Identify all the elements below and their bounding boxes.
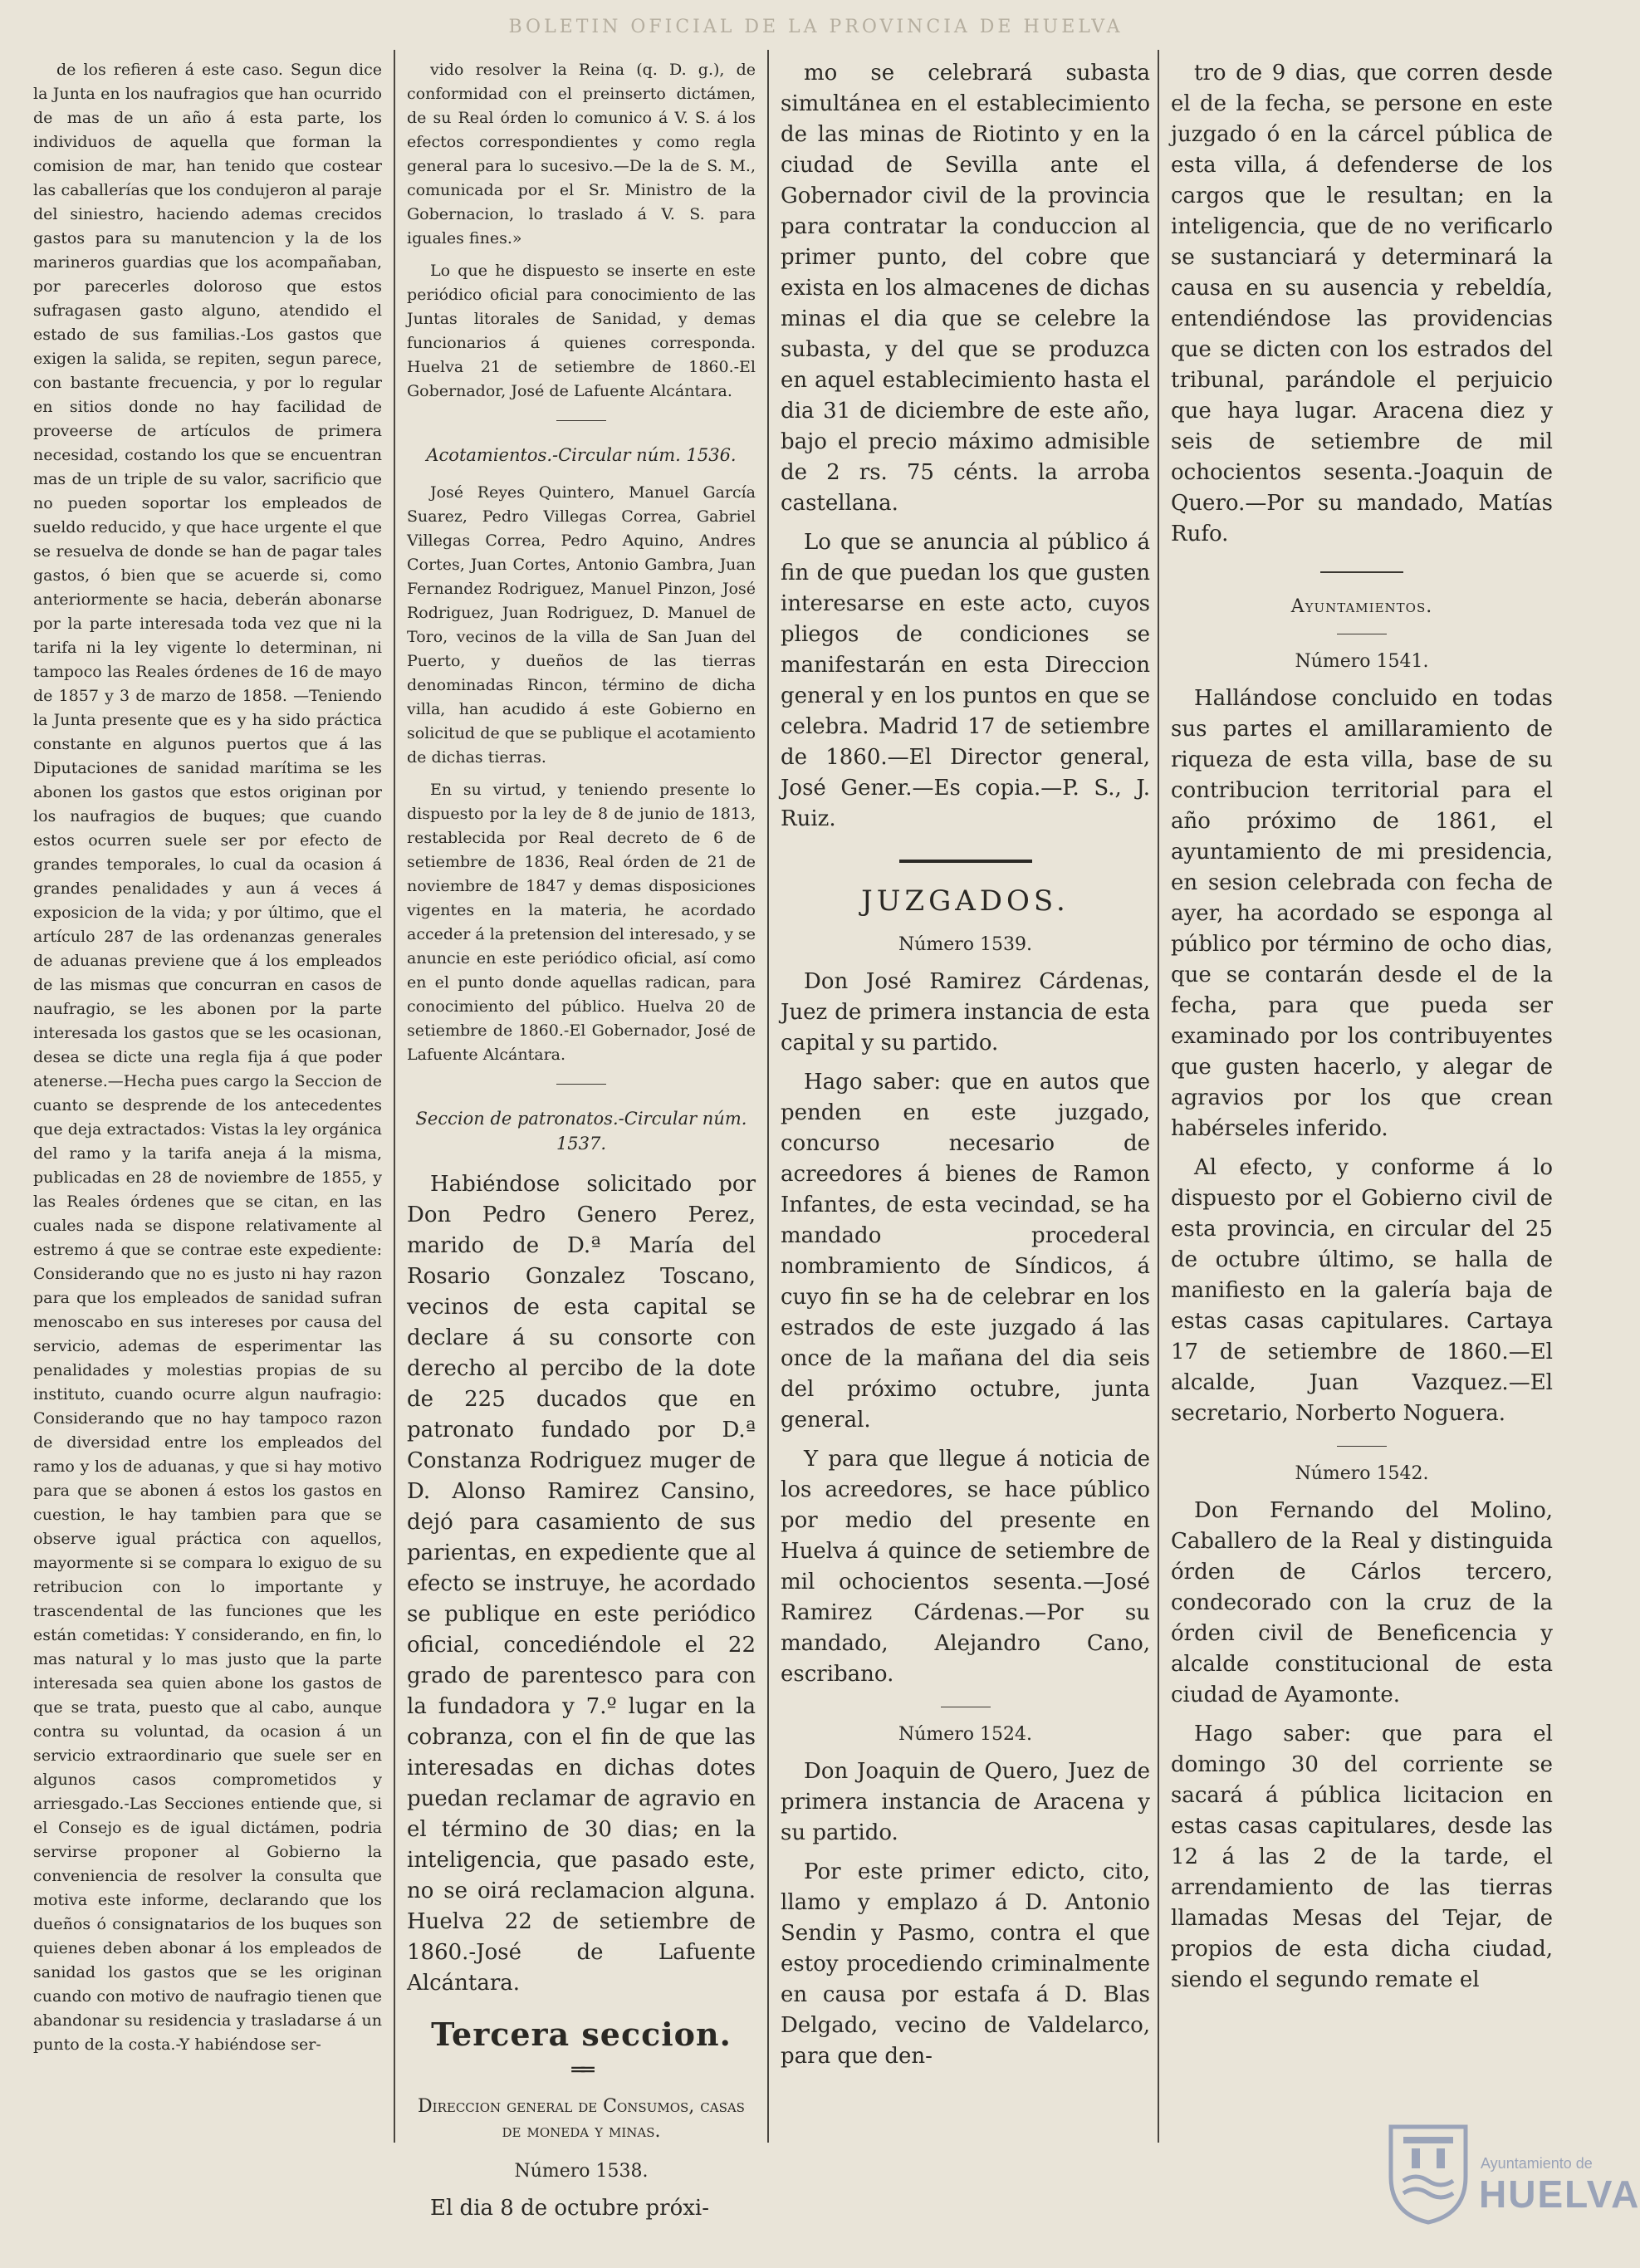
column-rule xyxy=(767,50,769,2143)
column-4 xyxy=(1171,58,1553,2135)
paragraph: Don José Ramirez Cárdenas, Juez de primera instancia de esta capital y su partido. xyxy=(781,969,1150,1056)
separator xyxy=(556,1084,606,1085)
separator xyxy=(1320,571,1403,573)
column-2 xyxy=(407,58,756,2221)
paragraph: El dia 8 de octubre próxi- xyxy=(430,2196,710,2221)
notice-number: Número 1542. xyxy=(1295,1463,1429,1484)
section-title: JUZGADOS. xyxy=(861,884,1070,918)
paragraph: vido resolver la Reina (q. D. g.), de conformidad con el preinserto dictámen, de su Real órden lo comunico á V. S. á los efectos correspondientes y como regla general para lo sucesivo.—De la de S. M., comunicada por el Sr. Ministro de la Gobernacion, lo traslado á V. S. para iguales fines.» xyxy=(407,61,756,247)
paragraph: Habiéndose solicitado por Don Pedro Genero Perez, marido de D.ª María del Rosario Gonzalez Toscano, vecinos de esta capital se declare á su consorte con derecho al percibo de la dote de 225 ducados que en patronato fundado por D.ª Constanza Rodriguez muger de D. Alonso Ramirez Cansino, dejó para casamiento de sus parientas, en expediente que al efecto se instruye, he acordado se publique en este periódico oficial, concediéndole el 22 grado de parentesco para con la fundadora y 7.º lugar en la cobranza, con el fin de que las interesadas en dichas dotes puedan reclamar de agravio en el término de 30 dias; en la inteligencia, que pasado este, no se oirá reclamacion alguna. Huelva 22 de setiembre de 1860.-José de Lafuente Alcántara. xyxy=(407,1172,756,1996)
crest-icon xyxy=(1383,2119,1474,2226)
section-header: Seccion de patronatos.-Circular núm. 1537. xyxy=(415,1109,747,1154)
logo-line2: HUELVA xyxy=(1479,2172,1640,2216)
separator xyxy=(1337,1446,1387,1447)
paragraph: Lo que he dispuesto se inserte en este periódico oficial para conocimiento de las Juntas litorales de Sanidad, y demas funcionarios á quienes corresponda. Huelva 21 de setiembre de 1860.-El Gobernador, José de Lafuente Alcántara. xyxy=(407,262,756,400)
section-header: Acotamientos.-Circular núm. 1536. xyxy=(426,445,737,465)
paragraph: Hago saber: que para el domingo 30 del corriente se sacará á pública licitacion en estas casas capitulares, desde las 12 á las 2 de la tarde, el arrendamiento de las tierras llamadas Mesas del Tejar, de propios de esta dicha ciudad, siendo el segundo remate el xyxy=(1171,1722,1553,1992)
directorate-heading: Direccion general de Consumos, casas de moneda y minas. xyxy=(418,2096,745,2142)
paragraph: Por este primer edicto, cito, llamo y emplazo á D. Antonio Sendin y Pasmo, contra el que estoy procediendo criminalmente en causa por estafa á D. Blas Delgado, vecino de Valdelarco, para que den- xyxy=(781,1859,1150,2069)
column-1 xyxy=(33,58,382,2135)
paragraph: de los refieren á este caso. Segun dice la Junta en los naufragios que han ocurrido de mas de un año á esta parte, los individuos de aquella que forman la comision de mar, han tenido que costear las caballerías que los condujeron al paraje del siniestro, haciendo ademas crecidos gastos para su manutencion y la de los marineros guardias que los acompañaban, por parecerles doloroso que estos sufragasen gasto alguno, atendido el estado de sus familias.-Los gastos que exigen la salida, se repiten, segun parece, con bastante frecuencia, y por lo regular en sitios donde no hay facilidad de proveerse de artículos de primera necesidad, costando los que se encuentran mas de un triple de su valor, sacrificio que no pueden soportar los empleados de sueldo reducido, y que hace urgente el que se resuelva de donde se han de pagar tales gastos, ó bien que se acuerde si, como anteriormente se hacia, deberán abonarse por la parte interesada toda vez que ni la tarifa ni la ley vigente lo determinan, ni tampoco las Reales órdenes de 16 de mayo de 1857 y 3 de marzo de 1858. —Teniendo la Junta presente que es y ha sido práctica constante en algunos puertos que á las Diputaciones de sanidad marítima se les abonen los gastos que estos originan por los naufragios de buques; que cuando estos ocurren suele ser por efecto de grandes temporales, lo cual da ocasion á grandes penalidades y aun á veces á exposicion de la vida; y por último, que el artículo 287 de las ordenanzas generales de aduanas previene que á los empleados de las mismas que concurran en casos de naufragio, se les abonen por la parte interesada los gastos que se les ocasionan, desea se dicte una regla fija á que poder atenerse.—Hecha pues cargo la Seccion de cuanto se desprende de los antecedentes que deja extractados: Vistas la ley orgánica del ramo y la tarifa aneja á la misma, publicadas en 28 de noviembre de 1855, y las Reales órdenes que se citan, en las cuales nada se dispone relativamente al estremo á que se contrae este expediente: Considerando que no es justo ni hay razon para que los empleados de sanidad sufran menoscabo en sus intereses por causa del servicio, ademas de esperimentar las penalidades y molestias propias de su instituto, cuando ocurre algun naufragio: Considerando que no hay tampoco razon de diversidad entre los empleados del ramo y los de aduanas, y que si hay motivo para que se abonen á estos los gastos en cuestion, le hay tambien para que se observe igual práctica con aquellos, mayormente si se compara lo exiguo de su retribucion con lo importante y trascendental de las funciones que les están cometidas: Y considerando, en fin, lo mas natural y lo mas justo que la parte interesada sea quien abone los gastos de que se trata, puesto que al cabo, aunque contra su voluntad, da ocasion á un servicio extraordinario que suele ser en algunos casos comprometidos y arriesgado.-Las Secciones entiende que, si el Consejo es de igual dictámen, podria servirse proponer al Gobierno la conveniencia de resolver la consulta que motiva este informe, declarando que los dueños ó consignatarios de los buques son quienes deben abonar á los empleados de sanidad los gastos que se les originan cuando con motivo de naufragio tienen que abandonar su residencia y trasladarse á un punto de la costa.-Y habiéndose ser- xyxy=(33,61,382,2054)
section-title: Tercera seccion. xyxy=(431,2016,732,2053)
separator xyxy=(556,420,606,421)
logo-line1: Ayuntamiento de xyxy=(1481,2155,1593,2172)
separator xyxy=(899,860,1032,863)
paragraph: Hallándose concluido en todas sus partes el amillaramiento de riqueza de esta villa, base de su contribucion territorial para el año próximo de 1861, el ayuntamiento de mi presidencia, en sesion celebrada con fecha de ayer, ha acordado se esponga al público por término de ocho dias, que se contarán desde el de la fecha, para que pueda ser examinado por los contribuyentes que gusten hacerlo, y alegar de agravios por los que crean habérseles inferido. xyxy=(1171,686,1553,1141)
paragraph: Lo que se anuncia al público á fin de que puedan los que gusten interesarse en este acto, cuyos pliegos de condiciones se manifestarán en esta Direccion general y en los puntos en que se celebra. Madrid 17 de setiembre de 1860.—El Director general, José Gener.—Es copia.—P. S., J. Ruiz. xyxy=(781,530,1150,831)
column-3 xyxy=(781,58,1150,2135)
huelva-logo xyxy=(1383,2119,1640,2235)
column-rule xyxy=(1158,50,1159,2143)
section-divider: ══ xyxy=(571,2058,591,2083)
column-rule xyxy=(394,50,395,2143)
notice-number: Número 1539. xyxy=(898,934,1033,955)
paragraph: José Reyes Quintero, Manuel García Suarez, Pedro Villegas Correa, Gabriel Villegas Correa, Pedro Aquino, Andres Cortes, Juan Cortes, Antonio Gambra, Juan Fernandez Rodriguez, Manuel Pinzon, José Rodriguez, Juan Rodriguez, D. Manuel de Toro, vecinos de la villa de San Juan del Puerto, y dueños de las tierras denominadas Rincon, término de dicha villa, han acudido á este Gobierno en solicitud de que se publique el acotamiento de dichas tierras. xyxy=(407,483,756,767)
paragraph: Hago saber: que en autos que penden en este juzgado, concurso necesario de acreedores á bienes de Ramon Infantes, de esta vecindad, se ha mandado procederal nombramiento de Síndicos, á cuyo fin se ha de celebrar en los estrados de este juzgado á las once de la mañana del dia seis del próximo octubre, junta general. xyxy=(781,1070,1150,1433)
notice-number: Número 1538. xyxy=(514,2161,649,2182)
paragraph: tro de 9 dias, que corren desde el de la fecha, se persone en este juzgado ó en la cárcel pública de esta villa, á defenderse de los cargos que le resultan; en la inteligencia, que de no verificarlo se sustanciará y determinará la causa en su ausencia y rebeldía, entendiéndose las providencias que se dicten con los estrados del tribunal, parándole el perjuicio que haya lugar. Aracena diez y seis de setiembre de mil ochocientos sesenta.-Joaquin de Quero.—Por su mandado, Matías Rufo. xyxy=(1171,61,1553,546)
paragraph: mo se celebrará subasta simultánea en el establecimiento de las minas de Riotinto y en la ciudad de Sevilla ante el Gobernador civil de la provincia para contratar la conduccion al primer punto, del cobre que exista en los almacenes de dichas minas el dia que se celebre la subasta, y del que se produzca en aquel establecimiento hasta el dia 31 de diciembre de este año, bajo el precio máximo admisible de 2 rs. 75 cénts. la arroba castellana. xyxy=(781,61,1150,516)
paragraph: Don Joaquin de Quero, Juez de primera instancia de Aracena y su partido. xyxy=(781,1759,1150,1845)
paragraph: Don Fernando del Molino, Caballero de la Real y distinguida órden de Cárlos tercero, condecorado con la cruz de la órden civil de Beneficencia y alcalde constitucional de esta ciudad de Ayamonte. xyxy=(1171,1498,1553,1707)
page-header-ghost: BOLETIN OFICIAL DE LA PROVINCIA DE HUELVA xyxy=(508,17,1124,37)
notice-number: Número 1524. xyxy=(898,1724,1033,1745)
paragraph: En su virtud, y teniendo presente lo dispuesto por la ley de 8 de junio de 1813, restablecida por Real decreto de 6 de setiembre de 1836, Real órden de 21 de noviembre de 1847 y demas disposiciones vigentes en la materia, he acordado acceder á la pretension del interesado, y se anuncie en este periódico oficial, así como en el punto donde aquellas radican, para conocimiento del público. Huelva 20 de setiembre de 1860.-El Gobernador, José de Lafuente Alcántara. xyxy=(407,781,756,1064)
paragraph: Y para que llegue á noticia de los acreedores, se hace público por medio del presente en Huelva á quince de setiembre de mil ochocientos sesenta.—José Ramirez Cárdenas.—Por su mandado, Alejandro Cano, escribano. xyxy=(781,1447,1150,1687)
notice-number: Número 1541. xyxy=(1295,651,1429,672)
paragraph: Al efecto, y conforme á lo dispuesto por el Gobierno civil de esta provincia, en circular del 25 de octubre último, se halla de manifiesto en la galería baja de estas casas capitulares. Cartaya 17 de setiembre de 1860.—El alcalde, Juan Vazquez.—El secretario, Norberto Noguera. xyxy=(1171,1155,1553,1426)
section-title: Ayuntamientos. xyxy=(1290,596,1433,617)
